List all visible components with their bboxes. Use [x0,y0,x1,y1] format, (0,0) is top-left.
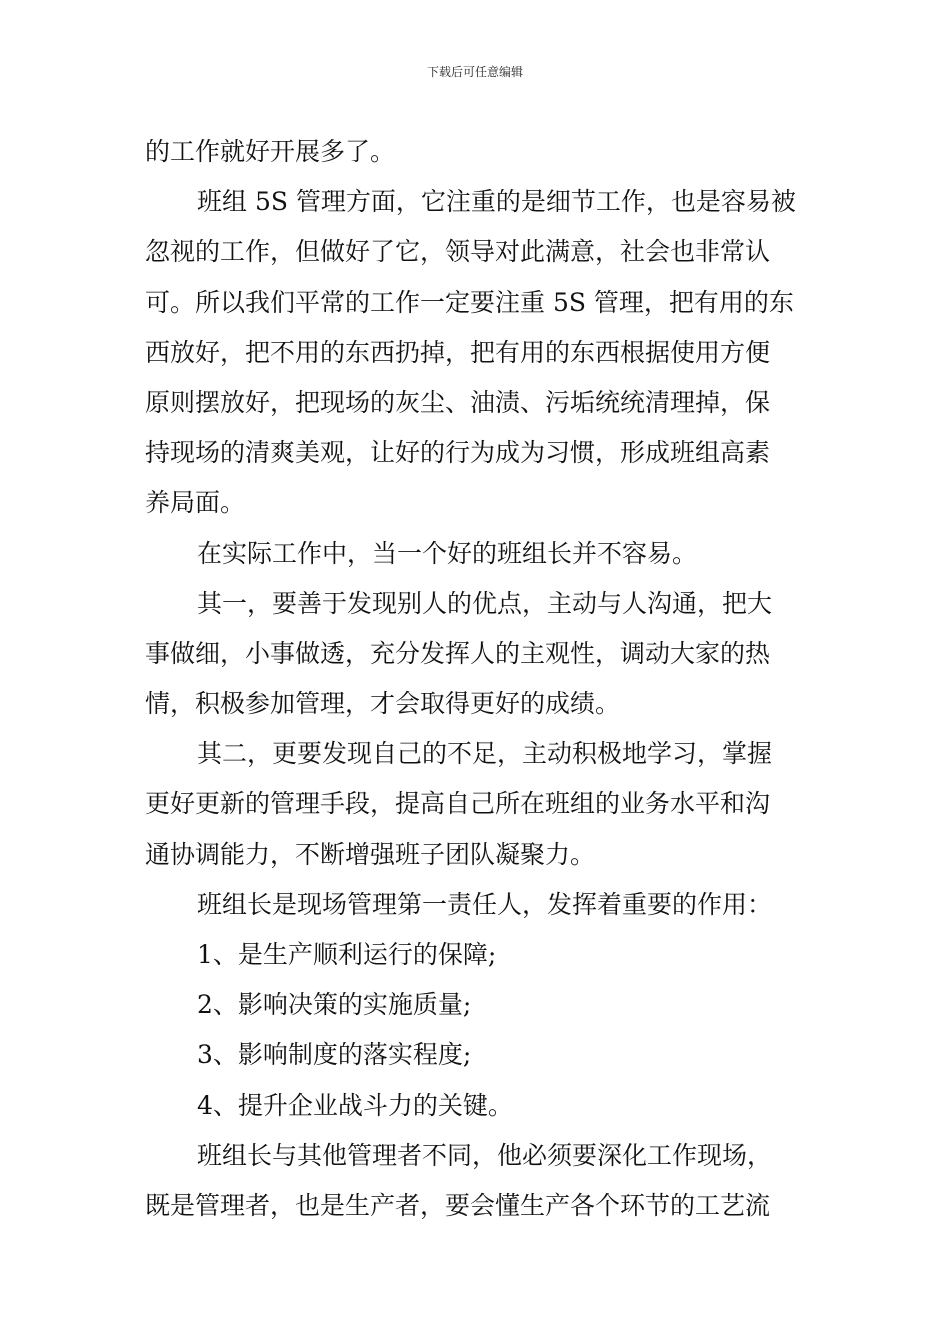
document-body [145,127,805,1231]
list-item: 2、影响决策的实施质量; [197,990,472,1020]
text-line: 通协调能力，不断增强班子团队凝聚力。 [145,839,596,869]
paragraph-start-line: 在实际工作中，当一个好的班组长并不容易。 [197,538,698,568]
text-line: 西放好，把不用的东西扔掉，把有用的东西根据使用方便 [145,337,771,367]
text-line: 可。所以我们平常的工作一定要注重 5S 管理，把有用的东 [145,287,794,317]
text-line: 既是管理者，也是生产者，要会懂生产各个环节的工艺流 [145,1190,771,1220]
page-header: 下载后可任意编辑 [426,65,523,79]
text-line: 更好更新的管理手段，提高自己所在班组的业务水平和沟 [145,789,771,819]
text-line: 养局面。 [145,488,246,518]
text-line: 持现场的清爽美观，让好的行为成为习惯，形成班组高素 [145,438,771,468]
paragraph-start-line: 其一，要善于发现别人的优点，主动与人沟通，把大 [197,588,773,618]
list-item: 1、是生产顺利运行的保障; [197,940,497,969]
paragraph-start-line: 班组 5S 管理方面，它注重的是细节工作，也是容易被 [197,187,796,217]
text-line: 情，积极参加管理，才会取得更好的成绩。 [145,689,621,719]
text-line: 的工作就好开展多了。 [145,137,396,166]
list-item: 4、提升企业战斗力的关键。 [197,1090,513,1120]
text-line: 事做细，小事做透，充分发挥人的主观性，调动大家的热 [145,638,771,668]
paragraph-start-line: 班组长与其他管理者不同，他必须要深化工作现场， [197,1140,773,1170]
paragraph-start-line: 班组长是现场管理第一责任人，发挥着重要的作用： [197,889,773,919]
paragraph-start-line: 其二，更要发现自己的不足，主动积极地学习，掌握 [197,739,773,769]
text-line: 忽视的工作，但做好了它，领导对此满意，社会也非常认 [145,237,771,267]
list-item: 3、影响制度的落实程度; [197,1040,472,1070]
text-line: 原则摆放好，把现场的灰尘、油渍、污垢统统清理掉，保 [145,387,771,417]
